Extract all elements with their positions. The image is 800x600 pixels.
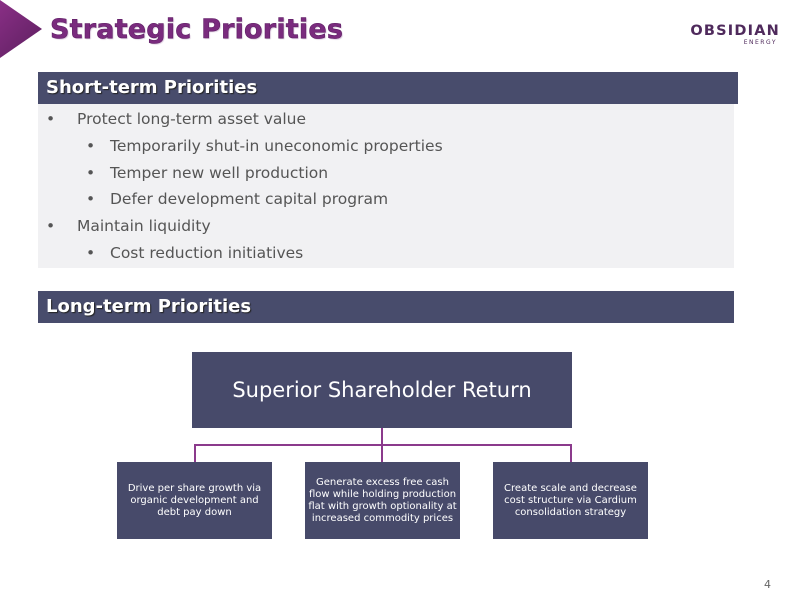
logo-name: OBSIDIAN [690,23,780,39]
sub-priority-label: Temper new well production [110,164,329,182]
long-term-goal-box: Generate excess free cash flow while holding production flat with growth optionality at increased commodity prices [305,462,460,539]
short-term-panel [38,104,734,268]
connector-drop-center [381,444,383,462]
connector-horizontal [194,444,572,446]
priority-label: Maintain liquidity [77,217,211,235]
shareholder-return-box: Superior Shareholder Return [192,352,572,428]
bullet-icon: • [86,137,96,155]
obsidian-energy-logo [668,23,780,47]
sub-priority-label: Temporarily shut-in uneconomic properties [110,137,443,155]
corner-triangle-decoration [0,0,42,58]
bullet-icon: • [86,244,96,262]
priority-label: Protect long-term asset value [77,110,307,128]
connector-drop-left [194,444,196,462]
slide-title: Strategic Priorities [50,14,344,45]
bullet-icon: • [46,110,56,128]
bullet-icon: • [86,190,96,208]
logo-subtitle: ENERGY [743,39,777,46]
connector-vertical-main [381,428,383,445]
sub-priority-label: Cost reduction initiatives [110,244,304,262]
bullet-icon: • [46,217,56,235]
long-term-header: Long-term Priorities [38,291,734,323]
short-term-header: Short-term Priorities [38,72,738,104]
connector-drop-right [570,444,572,462]
long-term-goal-box: Create scale and decrease cost structure via Cardium consolidation strategy [493,462,648,539]
long-term-goal-box: Drive per share growth via organic development and debt pay down [117,462,272,539]
sub-priority-label: Defer development capital program [110,190,389,208]
bullet-icon: • [86,164,96,182]
page-number: 4 [764,578,771,591]
